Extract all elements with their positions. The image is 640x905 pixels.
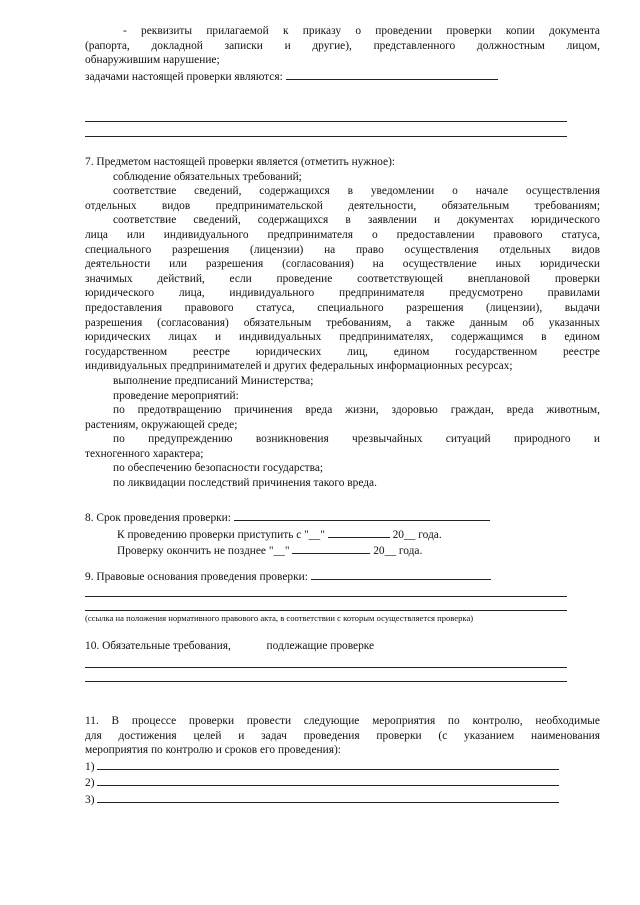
intro-line-1: - реквизиты прилагаемой к приказу о проведении проверки копии документа xyxy=(123,25,600,37)
subject-item-harm-prevention-l2: растениям, окружающей среде; xyxy=(85,418,238,431)
requirements-line-1[interactable] xyxy=(85,667,567,668)
section-7 xyxy=(85,155,600,491)
measure-item-3 xyxy=(85,791,600,808)
measure-item-1-field[interactable] xyxy=(97,758,559,770)
section-11-line-3: мероприятия по контролю и сроков его проведения): xyxy=(85,744,341,757)
measure-item-2-number: 2) xyxy=(85,777,95,790)
intro-line-3: обнаружившим нарушение; xyxy=(85,54,220,67)
subject-item-application-l7: предоставления правового статуса, специального разрешения (лицензии), выдачи xyxy=(85,301,600,314)
section-10-heading-b: подлежащие проверке xyxy=(266,640,375,652)
section-9-heading: 9. Правовые основания проведения проверки: xyxy=(85,571,308,583)
section-11-line-1: 11. В процессе проверки провести следующие мероприятия по контролю, необходимые xyxy=(85,715,600,727)
tasks-line xyxy=(85,68,600,85)
measure-item-3-number: 3) xyxy=(85,793,95,806)
end-date-year: 20__ года. xyxy=(373,545,423,558)
measure-item-2-field[interactable] xyxy=(97,774,559,786)
subject-item-application-l6: юридического лица, индивидуального предпринимателя предусмотрено правилами xyxy=(85,287,600,300)
section-7-heading: 7. Предметом настоящей проверки является (отметить нужное): xyxy=(85,156,396,168)
section-8-heading: 8. Срок проведения проверки: xyxy=(85,512,231,524)
section-8-heading-line xyxy=(85,509,600,526)
legal-basis-note: (ссылка на положения нормативного правового акта, в соответствии с которым осуществляется проверка) xyxy=(85,613,474,623)
tasks-line-3[interactable] xyxy=(85,136,567,137)
intro-line-2: (рапорта, докладной записки и другие), представленного должностным лицом, xyxy=(85,39,600,52)
subject-item-measures: проведение мероприятий: xyxy=(113,389,239,402)
subject-item-compliance: соблюдение обязательных требований; xyxy=(113,170,302,183)
subject-item-security: по обеспечению безопасности государства; xyxy=(113,462,324,475)
subject-item-application-l9: юридических лицах и индивидуальных предпринимателях, содержащимся в едином xyxy=(85,331,600,344)
subject-item-application-l8: разрешения (согласования) обязательным требованиям, а также данным об указанных xyxy=(85,316,600,329)
subject-item-application-l1: соответствие сведений, содержащихся в заявлении и документах юридического xyxy=(113,214,600,227)
subject-item-application-l5: значимых действий, если проведение соответствующей внеплановой проверки xyxy=(85,272,600,285)
subject-item-application-l3: специального разрешения (лицензии) на право осуществления отдельных видов xyxy=(85,243,600,256)
section-11-line-2: для достижения целей и задач проведения проверки (с указанием наименования xyxy=(85,729,600,742)
legal-basis-field[interactable] xyxy=(311,568,491,580)
intro-block xyxy=(85,24,600,84)
term-field[interactable] xyxy=(234,509,490,521)
subject-item-emergency-l1: по предупреждению возникновения чрезвычайных ситуаций природного и xyxy=(113,433,600,446)
start-date-line xyxy=(85,526,600,543)
subject-item-notification-l2: отдельных видов предпринимательской деятельности, обязательным требованиям; xyxy=(85,199,600,212)
tasks-field[interactable] xyxy=(286,68,498,80)
measure-item-3-field[interactable] xyxy=(97,791,559,803)
subject-item-harm-prevention-l1: по предотвращению причинения вреда жизни, здоровью граждан, вреда животным, xyxy=(113,404,600,417)
end-date-prefix: Проверку окончить не позднее "__" xyxy=(117,545,290,558)
tasks-line-2[interactable] xyxy=(85,121,567,122)
legal-basis-line-3[interactable] xyxy=(85,610,567,611)
end-month-field[interactable] xyxy=(292,542,370,554)
subject-item-application-l11: индивидуальных предпринимателей и других федеральных информационных ресурсах; xyxy=(85,360,513,373)
subject-item-application-l2: лица или индивидуального предпринимателя о предоставлении правового статуса, xyxy=(85,228,600,241)
start-month-field[interactable] xyxy=(328,526,390,538)
section-10 xyxy=(85,639,600,654)
start-date-prefix: К проведению проверки приступить с "__" xyxy=(117,528,325,541)
subject-item-application-l4: деятельности или разрешения (согласования) на осуществление иных юридически xyxy=(85,258,600,271)
section-9-heading-line xyxy=(85,568,600,585)
section-9 xyxy=(85,568,600,585)
measure-item-2 xyxy=(85,774,600,791)
subject-item-emergency-l2: техногенного характера; xyxy=(85,447,204,460)
subject-item-prescriptions: выполнение предписаний Министерства; xyxy=(113,374,314,387)
requirements-line-2[interactable] xyxy=(85,681,567,682)
section-10-heading-a: 10. Обязательные требования, xyxy=(85,640,231,652)
legal-basis-line-2[interactable] xyxy=(85,596,567,597)
subject-item-application-l10: государственном реестре юридических лиц, едином государственном реестре xyxy=(85,345,600,358)
start-date-year: 20__ года. xyxy=(392,528,442,541)
section-8 xyxy=(85,509,600,559)
end-date-line xyxy=(85,542,600,559)
tasks-label: задачами настоящей проверки являются: xyxy=(85,70,283,83)
subject-item-notification-l1: соответствие сведений, содержащихся в уведомлении о начале осуществления xyxy=(113,185,600,198)
section-10-heading xyxy=(85,639,600,654)
measure-item-1 xyxy=(85,758,600,775)
section-11 xyxy=(85,714,600,808)
measure-item-1-number: 1) xyxy=(85,760,95,773)
subject-item-liquidation: по ликвидации последствий причинения такого вреда. xyxy=(113,477,377,490)
